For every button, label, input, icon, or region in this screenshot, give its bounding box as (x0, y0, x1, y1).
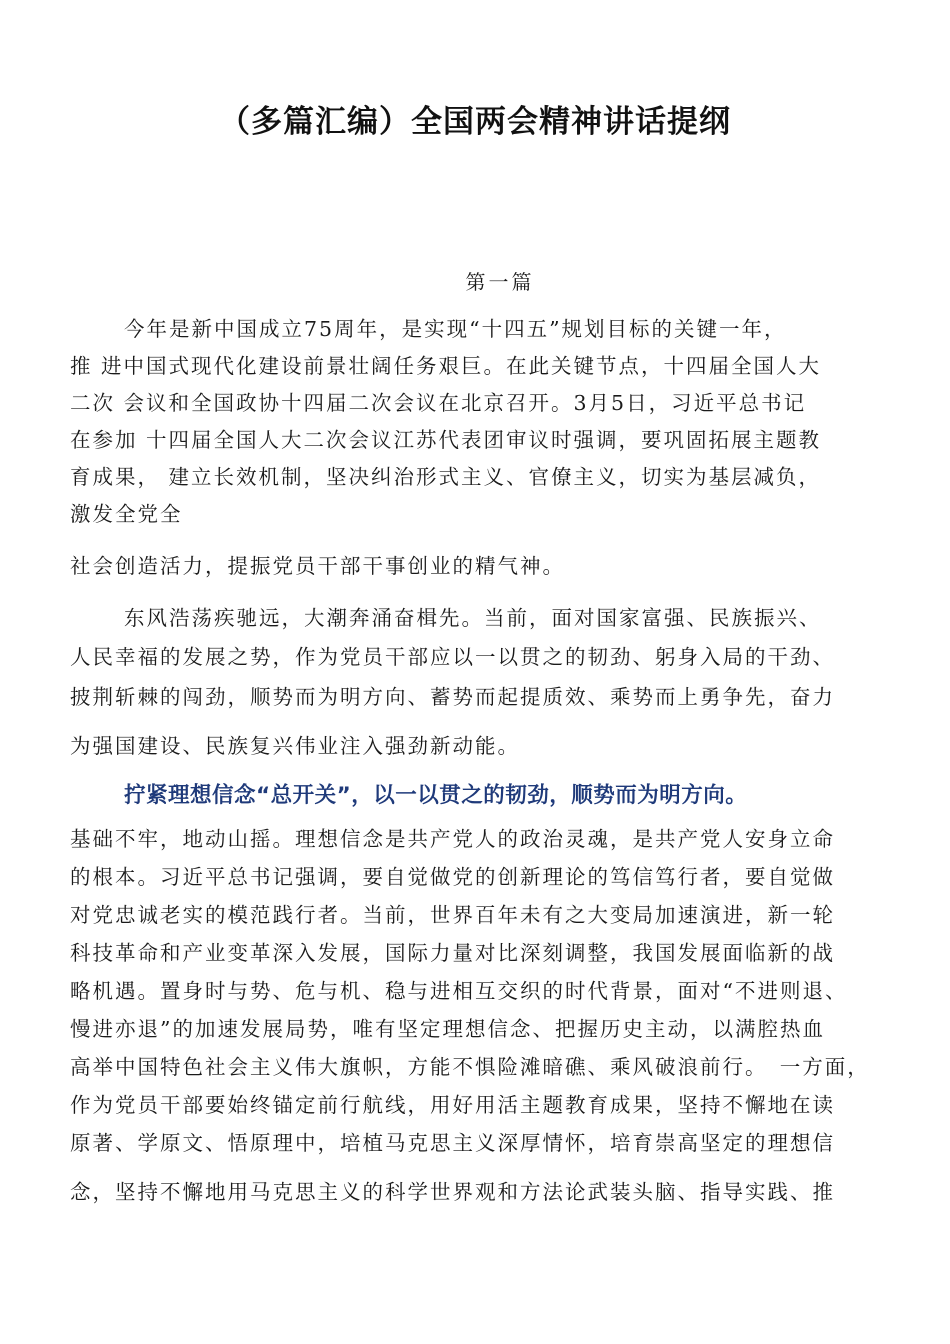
document-title: （多篇汇编）全国两会精神讲话提纲 (219, 104, 731, 140)
paragraph-line: 今年是新中国成立75周年，是实现“十四五”规划目标的关键一年， (124, 317, 787, 341)
paragraph-line: 略机遇。置身时与势、危与机、稳与进相互交织的时代背景，面对“不进则退、 (70, 979, 848, 1003)
paragraph-line: 二次 会议和全国政协十四届二次会议在北京召开。3月5日，习近平总书记 (70, 391, 807, 415)
paragraph-line: 东风浩荡疾驰远，大潮奔涌奋楫先。当前，面对国家富强、民族振兴、 (124, 606, 822, 630)
paragraph-line: 社会创造活力，提振党员干部干事创业的精气神。 (70, 554, 565, 578)
paragraph-line: 科技革命和产业变革深入发展，国际力量对比深刻调整，我国发展面临新的战 (70, 941, 835, 965)
paragraph-line: 推 进中国式现代化建设前景壮阔任务艰巨。在此关键节点，十四届全国人大 (70, 354, 822, 378)
paragraph-line: 在参加 十四届全国人大二次会议江苏代表团审议时强调，要巩固拓展主题教 (70, 428, 822, 452)
paragraph-line: 育成果， 建立长效机制，坚决纠治形式主义、官僚主义，切实为基层减负， (70, 465, 822, 489)
paragraph-line: 作为党员干部要始终锚定前行航线，用好用活主题教育成果，坚持不懈地在读 (70, 1093, 835, 1117)
paragraph-line: 高举中国特色社会主义伟大旗帜，方能不惧险滩暗礁、乘风破浪前行。 一方面， (70, 1055, 870, 1079)
section-heading: 拧紧理想信念“总开关”，以一以贯之的韧劲，顺势而为明方向。 (124, 783, 748, 808)
paragraph-line: 披荆斩棘的闯劲，顺势而为明方向、蓄势而起提质效、乘势而上勇争先，奋力 (70, 685, 835, 709)
paragraph-line: 念，坚持不懈地用马克思主义的科学世界观和方法论武装头脑、指导实践、推 (70, 1180, 835, 1204)
paragraph-line: 原著、学原文、悟原理中，培植马克思主义深厚情怀，培育崇高坚定的理想信 (70, 1131, 835, 1155)
section-title: 第一篇 (465, 270, 535, 294)
paragraph-line: 的根本。习近平总书记强调，要自觉做党的创新理论的笃信笃行者，要自觉做 (70, 865, 835, 889)
paragraph-line: 对党忠诚老实的模范践行者。当前，世界百年未有之大变局加速演进，新一轮 (70, 903, 835, 927)
paragraph-line: 基础不牢，地动山摇。理想信念是共产党人的政治灵魂，是共产党人安身立命 (70, 827, 835, 851)
paragraph-line: 激发全党全 (70, 502, 183, 526)
paragraph-line: 人民幸福的发展之势，作为党员干部应以一以贯之的韧劲、躬身入局的干劲、 (70, 645, 835, 669)
paragraph-line: 慢进亦退”的加速发展局势，唯有坚定理想信念、把握历史主动，以满腔热血 (70, 1017, 825, 1041)
paragraph-line: 为强国建设、民族复兴伟业注入强劲新动能。 (70, 734, 520, 758)
